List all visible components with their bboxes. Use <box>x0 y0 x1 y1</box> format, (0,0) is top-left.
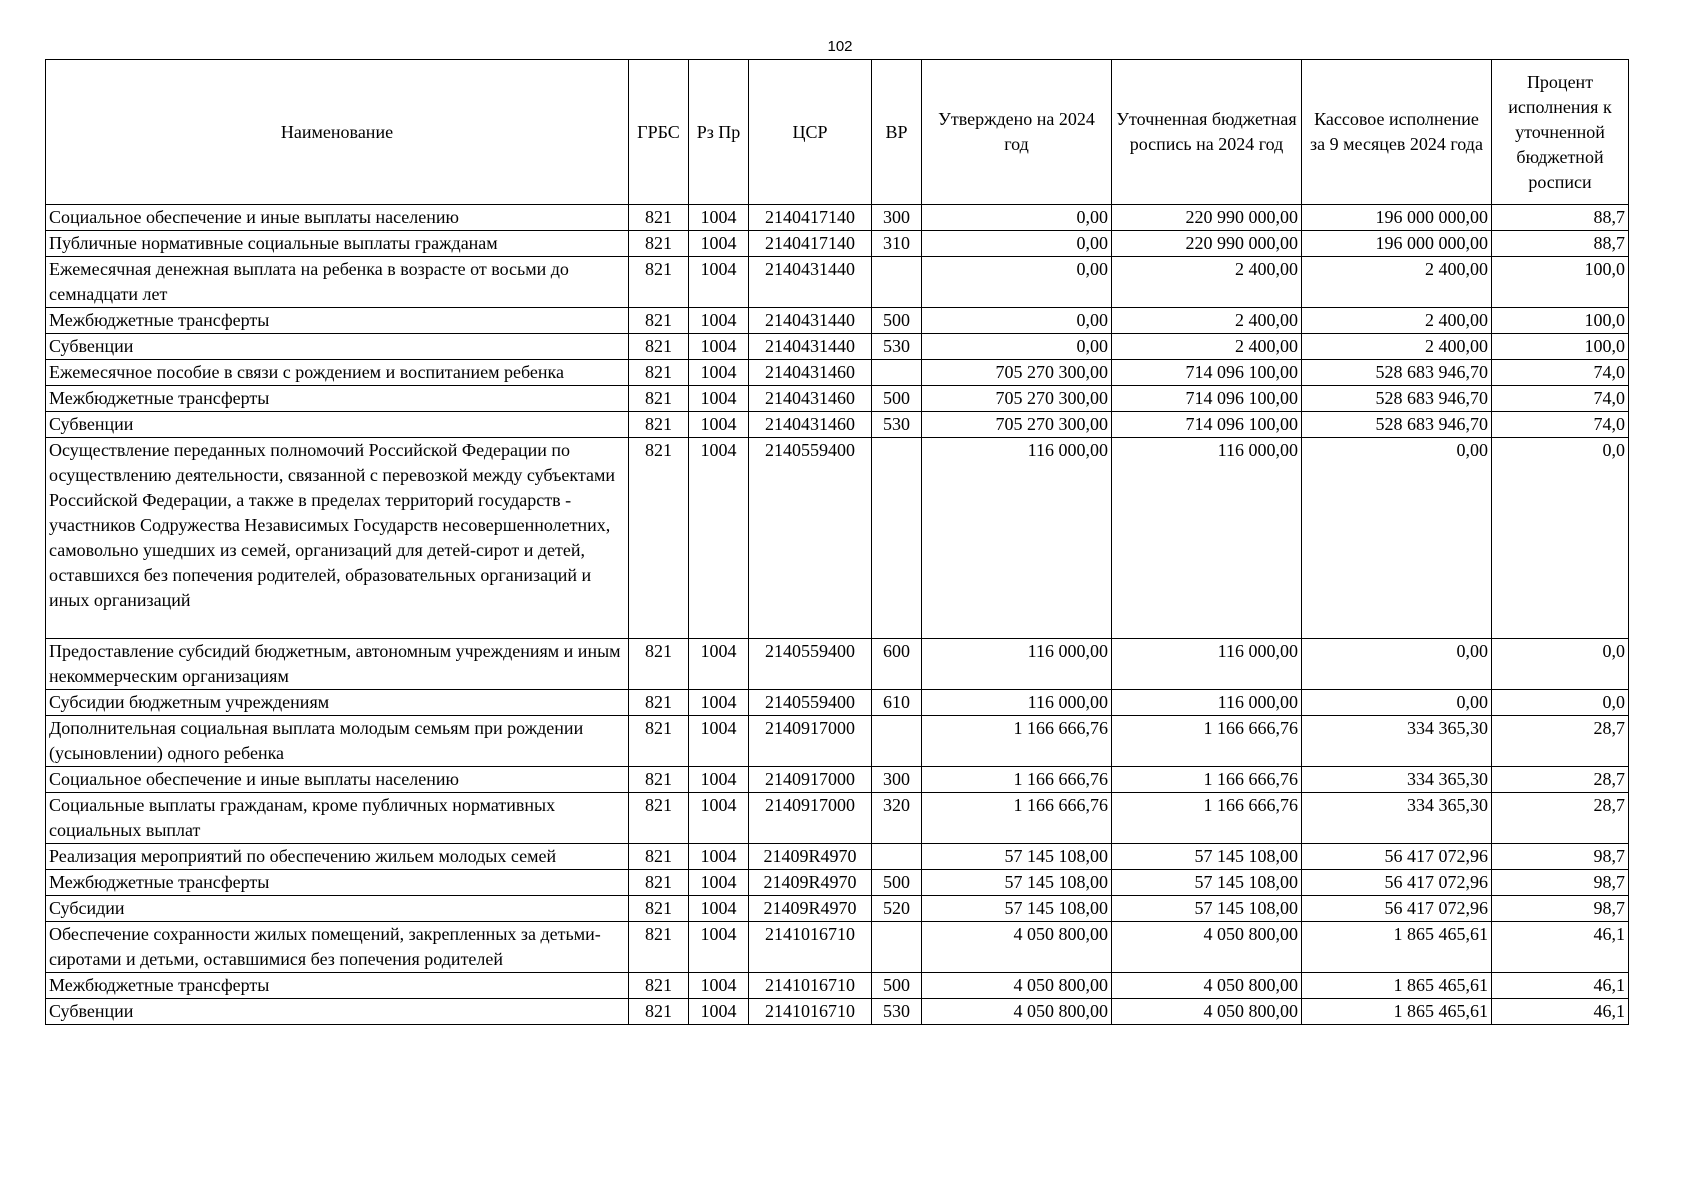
cell-rzpr: 1004 <box>689 360 749 386</box>
cell-refined: 2 400,00 <box>1112 308 1302 334</box>
cell-refined: 57 145 108,00 <box>1112 896 1302 922</box>
cell-csr: 2140431440 <box>749 334 872 360</box>
header-percent: Процент исполнения к уточненной бюджетной росписи <box>1492 60 1629 205</box>
cell-grbs: 821 <box>629 308 689 334</box>
header-cash: Кассовое исполнение за 9 месяцев 2024 года <box>1302 60 1492 205</box>
cell-grbs: 821 <box>629 205 689 231</box>
table-row <box>46 844 1629 870</box>
cell-csr: 2141016710 <box>749 999 872 1025</box>
table-row <box>46 360 1629 386</box>
cell-rzpr: 1004 <box>689 793 749 844</box>
cell-cash: 528 683 946,70 <box>1302 412 1492 438</box>
cell-cash: 1 865 465,61 <box>1302 973 1492 999</box>
cell-rzpr: 1004 <box>689 716 749 767</box>
table-row <box>46 334 1629 360</box>
cell-approved: 116 000,00 <box>922 438 1112 639</box>
cell-percent: 28,7 <box>1492 793 1629 844</box>
cell-name: Социальное обеспечение и иные выплаты населению <box>46 205 629 231</box>
table-row <box>46 690 1629 716</box>
cell-vr: 600 <box>872 639 922 690</box>
cell-vr: 300 <box>872 767 922 793</box>
cell-cash: 334 365,30 <box>1302 716 1492 767</box>
cell-name: Межбюджетные трансферты <box>46 870 629 896</box>
cell-grbs: 821 <box>629 844 689 870</box>
cell-grbs: 821 <box>629 360 689 386</box>
cell-grbs: 821 <box>629 231 689 257</box>
cell-rzpr: 1004 <box>689 438 749 639</box>
cell-grbs: 821 <box>629 716 689 767</box>
cell-vr <box>872 360 922 386</box>
cell-refined: 220 990 000,00 <box>1112 231 1302 257</box>
cell-cash: 196 000 000,00 <box>1302 205 1492 231</box>
cell-rzpr: 1004 <box>689 922 749 973</box>
cell-percent: 28,7 <box>1492 767 1629 793</box>
cell-refined: 714 096 100,00 <box>1112 386 1302 412</box>
cell-approved: 705 270 300,00 <box>922 360 1112 386</box>
cell-csr: 2141016710 <box>749 922 872 973</box>
cell-cash: 56 417 072,96 <box>1302 870 1492 896</box>
header-csr: ЦСР <box>749 60 872 205</box>
cell-csr: 21409R4970 <box>749 870 872 896</box>
budget-table <box>45 59 1629 1025</box>
table-row <box>46 896 1629 922</box>
cell-percent: 74,0 <box>1492 386 1629 412</box>
table-row <box>46 716 1629 767</box>
cell-vr <box>872 922 922 973</box>
cell-vr: 310 <box>872 231 922 257</box>
cell-approved: 57 145 108,00 <box>922 844 1112 870</box>
header-grbs: ГРБС <box>629 60 689 205</box>
cell-vr: 530 <box>872 412 922 438</box>
cell-grbs: 821 <box>629 999 689 1025</box>
cell-approved: 0,00 <box>922 334 1112 360</box>
cell-vr: 610 <box>872 690 922 716</box>
cell-csr: 2140559400 <box>749 438 872 639</box>
cell-csr: 2140431460 <box>749 412 872 438</box>
cell-percent: 98,7 <box>1492 844 1629 870</box>
cell-refined: 714 096 100,00 <box>1112 412 1302 438</box>
cell-percent: 46,1 <box>1492 999 1629 1025</box>
cell-grbs: 821 <box>629 412 689 438</box>
cell-approved: 1 166 666,76 <box>922 767 1112 793</box>
cell-name: Предоставление субсидий бюджетным, автономным учреждениям и иным некоммерческим организациям <box>46 639 629 690</box>
cell-csr: 2140559400 <box>749 639 872 690</box>
cell-cash: 2 400,00 <box>1302 257 1492 308</box>
cell-vr: 500 <box>872 973 922 999</box>
cell-rzpr: 1004 <box>689 412 749 438</box>
cell-grbs: 821 <box>629 793 689 844</box>
cell-rzpr: 1004 <box>689 767 749 793</box>
table-row <box>46 922 1629 973</box>
cell-name: Социальные выплаты гражданам, кроме публичных нормативных социальных выплат <box>46 793 629 844</box>
table-row <box>46 870 1629 896</box>
cell-grbs: 821 <box>629 690 689 716</box>
cell-name: Субвенции <box>46 999 629 1025</box>
cell-approved: 1 166 666,76 <box>922 716 1112 767</box>
cell-percent: 74,0 <box>1492 412 1629 438</box>
cell-percent: 98,7 <box>1492 870 1629 896</box>
cell-approved: 0,00 <box>922 308 1112 334</box>
cell-percent: 98,7 <box>1492 896 1629 922</box>
cell-rzpr: 1004 <box>689 257 749 308</box>
cell-percent: 0,0 <box>1492 639 1629 690</box>
cell-csr: 2140431440 <box>749 257 872 308</box>
cell-vr: 530 <box>872 334 922 360</box>
cell-grbs: 821 <box>629 438 689 639</box>
cell-csr: 2140431440 <box>749 308 872 334</box>
cell-refined: 4 050 800,00 <box>1112 973 1302 999</box>
cell-refined: 714 096 100,00 <box>1112 360 1302 386</box>
cell-cash: 56 417 072,96 <box>1302 844 1492 870</box>
cell-percent: 46,1 <box>1492 973 1629 999</box>
cell-cash: 334 365,30 <box>1302 793 1492 844</box>
table-row <box>46 793 1629 844</box>
cell-vr: 530 <box>872 999 922 1025</box>
cell-cash: 2 400,00 <box>1302 308 1492 334</box>
cell-refined: 4 050 800,00 <box>1112 999 1302 1025</box>
cell-vr: 500 <box>872 308 922 334</box>
cell-approved: 57 145 108,00 <box>922 870 1112 896</box>
cell-percent: 88,7 <box>1492 205 1629 231</box>
cell-name: Реализация мероприятий по обеспечению жильем молодых семей <box>46 844 629 870</box>
page-number: 102 <box>827 38 853 55</box>
cell-csr: 21409R4970 <box>749 844 872 870</box>
cell-refined: 57 145 108,00 <box>1112 844 1302 870</box>
cell-name: Субсидии <box>46 896 629 922</box>
cell-name: Обеспечение сохранности жилых помещений, закрепленных за детьми-сиротами и детьми, оставшимися без попечения родителей <box>46 922 629 973</box>
cell-refined: 4 050 800,00 <box>1112 922 1302 973</box>
header-rzpr: Рз Пр <box>689 60 749 205</box>
cell-csr: 2141016710 <box>749 973 872 999</box>
cell-name: Ежемесячная денежная выплата на ребенка в возрасте от восьми до семнадцати лет <box>46 257 629 308</box>
cell-refined: 220 990 000,00 <box>1112 205 1302 231</box>
table-row <box>46 308 1629 334</box>
cell-approved: 4 050 800,00 <box>922 999 1112 1025</box>
cell-vr: 300 <box>872 205 922 231</box>
table-row <box>46 412 1629 438</box>
cell-vr: 320 <box>872 793 922 844</box>
cell-csr: 2140559400 <box>749 690 872 716</box>
table-row <box>46 973 1629 999</box>
cell-name: Социальное обеспечение и иные выплаты населению <box>46 767 629 793</box>
cell-rzpr: 1004 <box>689 999 749 1025</box>
cell-approved: 0,00 <box>922 205 1112 231</box>
cell-refined: 1 166 666,76 <box>1112 793 1302 844</box>
cell-approved: 0,00 <box>922 257 1112 308</box>
table-row <box>46 386 1629 412</box>
cell-csr: 2140917000 <box>749 716 872 767</box>
cell-grbs: 821 <box>629 257 689 308</box>
cell-grbs: 821 <box>629 334 689 360</box>
table-row <box>46 999 1629 1025</box>
cell-vr <box>872 438 922 639</box>
cell-rzpr: 1004 <box>689 386 749 412</box>
cell-name: Субсидии бюджетным учреждениям <box>46 690 629 716</box>
cell-vr: 500 <box>872 386 922 412</box>
cell-rzpr: 1004 <box>689 844 749 870</box>
header-vr: ВР <box>872 60 922 205</box>
cell-cash: 196 000 000,00 <box>1302 231 1492 257</box>
cell-percent: 74,0 <box>1492 360 1629 386</box>
cell-vr: 520 <box>872 896 922 922</box>
cell-name: Субвенции <box>46 334 629 360</box>
cell-rzpr: 1004 <box>689 231 749 257</box>
cell-grbs: 821 <box>629 870 689 896</box>
cell-csr: 2140431460 <box>749 386 872 412</box>
cell-csr: 2140417140 <box>749 205 872 231</box>
cell-csr: 2140917000 <box>749 767 872 793</box>
cell-csr: 2140431460 <box>749 360 872 386</box>
cell-refined: 116 000,00 <box>1112 639 1302 690</box>
cell-csr: 2140917000 <box>749 793 872 844</box>
cell-vr: 500 <box>872 870 922 896</box>
cell-refined: 1 166 666,76 <box>1112 767 1302 793</box>
cell-name: Ежемесячное пособие в связи с рождением и воспитанием ребенка <box>46 360 629 386</box>
cell-percent: 88,7 <box>1492 231 1629 257</box>
cell-cash: 0,00 <box>1302 690 1492 716</box>
table-row <box>46 767 1629 793</box>
table-row <box>46 205 1629 231</box>
cell-cash: 2 400,00 <box>1302 334 1492 360</box>
cell-rzpr: 1004 <box>689 896 749 922</box>
cell-grbs: 821 <box>629 767 689 793</box>
cell-csr: 2140417140 <box>749 231 872 257</box>
cell-grbs: 821 <box>629 386 689 412</box>
cell-percent: 28,7 <box>1492 716 1629 767</box>
cell-percent: 0,0 <box>1492 438 1629 639</box>
cell-cash: 56 417 072,96 <box>1302 896 1492 922</box>
cell-refined: 116 000,00 <box>1112 438 1302 639</box>
cell-grbs: 821 <box>629 922 689 973</box>
cell-rzpr: 1004 <box>689 973 749 999</box>
cell-cash: 334 365,30 <box>1302 767 1492 793</box>
cell-approved: 4 050 800,00 <box>922 973 1112 999</box>
cell-refined: 1 166 666,76 <box>1112 716 1302 767</box>
cell-approved: 1 166 666,76 <box>922 793 1112 844</box>
cell-percent: 100,0 <box>1492 308 1629 334</box>
cell-refined: 2 400,00 <box>1112 257 1302 308</box>
cell-rzpr: 1004 <box>689 205 749 231</box>
cell-approved: 57 145 108,00 <box>922 896 1112 922</box>
cell-rzpr: 1004 <box>689 870 749 896</box>
cell-name: Межбюджетные трансферты <box>46 386 629 412</box>
cell-cash: 1 865 465,61 <box>1302 999 1492 1025</box>
header-name: Наименование <box>46 60 629 205</box>
cell-refined: 2 400,00 <box>1112 334 1302 360</box>
cell-grbs: 821 <box>629 639 689 690</box>
header-row <box>46 60 1629 205</box>
cell-cash: 0,00 <box>1302 639 1492 690</box>
cell-rzpr: 1004 <box>689 690 749 716</box>
cell-rzpr: 1004 <box>689 639 749 690</box>
table-row <box>46 639 1629 690</box>
cell-vr <box>872 844 922 870</box>
cell-vr <box>872 257 922 308</box>
cell-approved: 0,00 <box>922 231 1112 257</box>
header-approved: Утверждено на 2024 год <box>922 60 1112 205</box>
cell-approved: 116 000,00 <box>922 639 1112 690</box>
cell-cash: 0,00 <box>1302 438 1492 639</box>
header-refined: Уточненная бюджетная роспись на 2024 год <box>1112 60 1302 205</box>
cell-cash: 528 683 946,70 <box>1302 386 1492 412</box>
cell-rzpr: 1004 <box>689 308 749 334</box>
cell-name: Публичные нормативные социальные выплаты гражданам <box>46 231 629 257</box>
cell-percent: 100,0 <box>1492 257 1629 308</box>
cell-refined: 57 145 108,00 <box>1112 870 1302 896</box>
cell-grbs: 821 <box>629 896 689 922</box>
cell-cash: 528 683 946,70 <box>1302 360 1492 386</box>
cell-refined: 116 000,00 <box>1112 690 1302 716</box>
table-row <box>46 257 1629 308</box>
cell-rzpr: 1004 <box>689 334 749 360</box>
cell-name: Субвенции <box>46 412 629 438</box>
cell-approved: 4 050 800,00 <box>922 922 1112 973</box>
cell-vr <box>872 716 922 767</box>
cell-approved: 705 270 300,00 <box>922 412 1112 438</box>
table-row <box>46 231 1629 257</box>
cell-cash: 1 865 465,61 <box>1302 922 1492 973</box>
cell-approved: 116 000,00 <box>922 690 1112 716</box>
cell-percent: 0,0 <box>1492 690 1629 716</box>
cell-name: Межбюджетные трансферты <box>46 308 629 334</box>
cell-percent: 46,1 <box>1492 922 1629 973</box>
cell-approved: 705 270 300,00 <box>922 386 1112 412</box>
cell-percent: 100,0 <box>1492 334 1629 360</box>
cell-name: Межбюджетные трансферты <box>46 973 629 999</box>
table-row <box>46 438 1629 639</box>
cell-grbs: 821 <box>629 973 689 999</box>
cell-name: Осуществление переданных полномочий Российской Федерации по осуществлению деятельности, связанной с перевозкой между субъектами Российской Федерации, а также в пределах территорий государств - участников Содружества Независимых Государств несовершеннолетних, самовольно ушедших из семей, организаций для детей-сирот и детей, оставшихся без попечения родителей, образовательных организаций и иных организаций <box>46 438 629 639</box>
cell-name: Дополнительная социальная выплата молодым семьям при рождении (усыновлении) одного ребенка <box>46 716 629 767</box>
cell-csr: 21409R4970 <box>749 896 872 922</box>
